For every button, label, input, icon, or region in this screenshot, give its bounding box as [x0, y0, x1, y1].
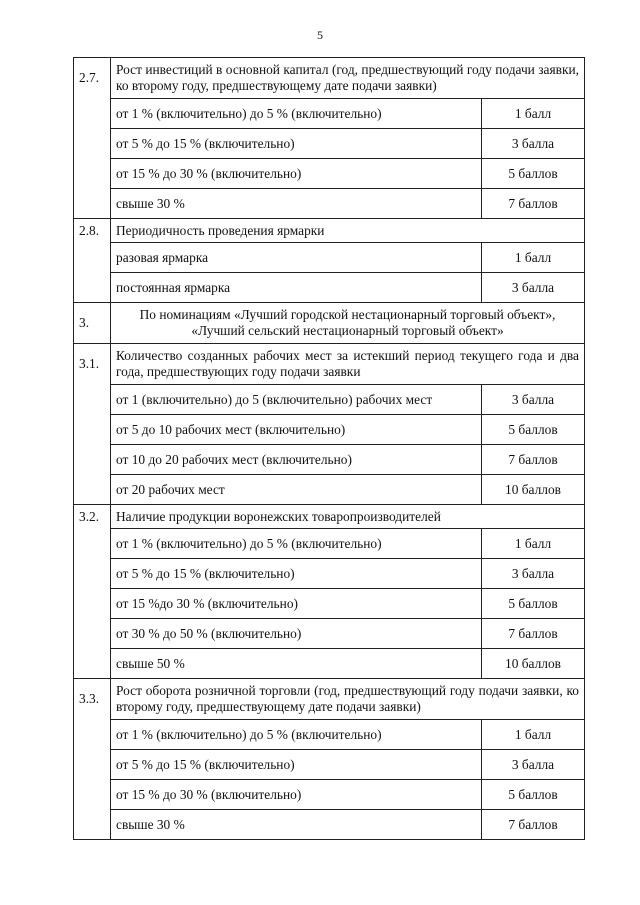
- number-spacer-cell: [74, 529, 111, 559]
- option-label: от 1 (включительно) до 5 (включительно) рабочих мест: [111, 385, 482, 415]
- number-spacer-cell: [74, 273, 111, 303]
- section-title: Рост инвестиций в основной капитал (год, предшествующий году подачи заявки, ко второму году, предшествующему дате подачи заявки): [111, 58, 585, 99]
- page-number: 5: [317, 28, 323, 42]
- section-number: 2.8.: [74, 219, 111, 243]
- criterion-option-row: [74, 243, 585, 273]
- section-header-row: [74, 505, 585, 529]
- option-label: разовая ярмарка: [111, 243, 482, 273]
- section-header-row: [74, 679, 585, 720]
- criterion-option-row: [74, 780, 585, 810]
- option-score: 3 балла: [482, 750, 585, 780]
- criterion-option-row: [74, 619, 585, 649]
- section-title: Периодичность проведения ярмарки: [111, 219, 585, 243]
- criterion-option-row: [74, 649, 585, 679]
- number-spacer-cell: [74, 475, 111, 505]
- option-label: от 1 % (включительно) до 5 % (включительно): [111, 720, 482, 750]
- option-label: от 5 % до 15 % (включительно): [111, 750, 482, 780]
- section-number: 3.2.: [74, 505, 111, 529]
- number-spacer-cell: [74, 559, 111, 589]
- option-score: 1 балл: [482, 243, 585, 273]
- criterion-option-row: [74, 589, 585, 619]
- criterion-option-row: [74, 159, 585, 189]
- number-spacer-cell: [74, 810, 111, 840]
- criteria-table: [73, 57, 585, 840]
- option-label: от 30 % до 50 % (включительно): [111, 619, 482, 649]
- option-label: от 20 рабочих мест: [111, 475, 482, 505]
- section-title: Рост оборота розничной торговли (год, предшествующий году подачи заявки, ко второму году, предшествующему дате подачи заявки): [111, 679, 585, 720]
- option-label: свыше 30 %: [111, 810, 482, 840]
- option-score: 5 баллов: [482, 589, 585, 619]
- option-label: свыше 50 %: [111, 649, 482, 679]
- number-spacer-cell: [74, 159, 111, 189]
- criterion-option-row: [74, 385, 585, 415]
- option-score: 10 баллов: [482, 649, 585, 679]
- option-label: от 15 % до 30 % (включительно): [111, 780, 482, 810]
- section-number: 3.3.: [74, 679, 111, 720]
- option-label: от 1 % (включительно) до 5 % (включительно): [111, 99, 482, 129]
- option-label: от 5 до 10 рабочих мест (включительно): [111, 415, 482, 445]
- number-spacer-cell: [74, 129, 111, 159]
- option-label: от 5 % до 15 % (включительно): [111, 129, 482, 159]
- criterion-option-row: [74, 99, 585, 129]
- number-spacer-cell: [74, 445, 111, 475]
- option-label: от 5 % до 15 % (включительно): [111, 559, 482, 589]
- option-label: постоянная ярмарка: [111, 273, 482, 303]
- option-label: от 10 до 20 рабочих мест (включительно): [111, 445, 482, 475]
- section-number: 3.1.: [74, 344, 111, 385]
- number-spacer-cell: [74, 780, 111, 810]
- section-title: Наличие продукции воронежских товаропроизводителей: [111, 505, 585, 529]
- number-spacer-cell: [74, 649, 111, 679]
- criterion-option-row: [74, 475, 585, 505]
- option-score: 7 баллов: [482, 445, 585, 475]
- number-spacer-cell: [74, 720, 111, 750]
- criterion-option-row: [74, 273, 585, 303]
- option-score: 3 балла: [482, 559, 585, 589]
- section-header-row: [74, 219, 585, 243]
- number-spacer-cell: [74, 385, 111, 415]
- option-score: 7 баллов: [482, 810, 585, 840]
- option-label: свыше 30 %: [111, 189, 482, 219]
- option-score: 3 балла: [482, 385, 585, 415]
- option-label: от 1 % (включительно) до 5 % (включительно): [111, 529, 482, 559]
- section-header-row: [74, 344, 585, 385]
- option-label: от 15 %до 30 % (включительно): [111, 589, 482, 619]
- number-spacer-cell: [74, 415, 111, 445]
- option-score: 5 баллов: [482, 415, 585, 445]
- criterion-option-row: [74, 129, 585, 159]
- option-score: 7 баллов: [482, 619, 585, 649]
- option-score: 3 балла: [482, 129, 585, 159]
- criterion-option-row: [74, 189, 585, 219]
- criterion-option-row: [74, 810, 585, 840]
- option-score: 5 баллов: [482, 159, 585, 189]
- section-header-row: [74, 303, 585, 344]
- criterion-option-row: [74, 415, 585, 445]
- number-spacer-cell: [74, 189, 111, 219]
- number-spacer-cell: [74, 243, 111, 273]
- section-number: 2.7.: [74, 58, 111, 99]
- number-spacer-cell: [74, 589, 111, 619]
- option-score: 5 баллов: [482, 780, 585, 810]
- number-spacer-cell: [74, 750, 111, 780]
- option-score: 3 балла: [482, 273, 585, 303]
- section-header-row: [74, 58, 585, 99]
- option-label: от 15 % до 30 % (включительно): [111, 159, 482, 189]
- option-score: 10 баллов: [482, 475, 585, 505]
- criterion-option-row: [74, 720, 585, 750]
- section-title: Количество созданных рабочих мест за истекший период текущего года и два года, предшествующих году подачи заявки: [111, 344, 585, 385]
- criterion-option-row: [74, 559, 585, 589]
- option-score: 1 балл: [482, 99, 585, 129]
- number-spacer-cell: [74, 99, 111, 129]
- section-number: 3.: [74, 303, 111, 344]
- criterion-option-row: [74, 529, 585, 559]
- section-title: По номинациям «Лучший городской нестационарный торговый объект», «Лучший сельский нестационарный торговый объект»: [111, 303, 585, 344]
- number-spacer-cell: [74, 619, 111, 649]
- option-score: 7 баллов: [482, 189, 585, 219]
- option-score: 1 балл: [482, 720, 585, 750]
- criterion-option-row: [74, 750, 585, 780]
- criterion-option-row: [74, 445, 585, 475]
- option-score: 1 балл: [482, 529, 585, 559]
